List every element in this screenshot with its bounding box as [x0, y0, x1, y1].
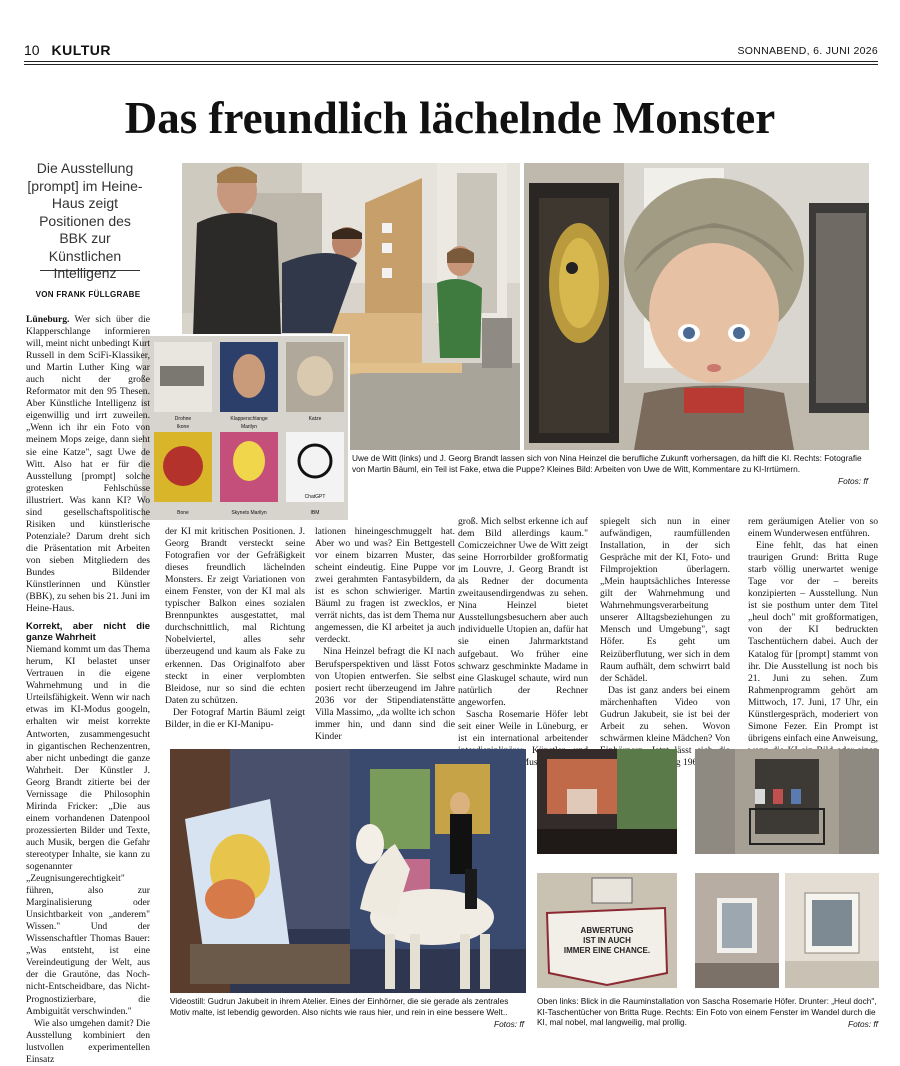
headline: Das freundlich lächelnde Monster	[124, 93, 776, 143]
paragraph: Sascha Rosemarie Höfer lebt seit einer Weile in Lüneburg, er ist ein international arbeitender	[458, 708, 588, 744]
paragraph: groß. Mich selbst erkenne ich auf dem Bild allerdings kaum." Comiczeichner Uwe de Witt zeigt seine Horrorbilder großformatig im Louvre, J. Georg Brandt ist als Redner der documenta zweitausendirgendwas zu sehen. Nina Heinzel bietet Ausstellungsbesuchern aber auch individuelle Utopien an, dafür hat sie einen Jahrmarktstand aufgebaut. Wo früher eine schwarz geschminkte Madame in eine Glaskugel schaute, wird nun natürlich der Rechner angeworfen.	[458, 516, 588, 708]
caption-top-credit: Fotos: ff	[838, 476, 868, 486]
byline: VON FRANK FÜLLGRABE	[35, 290, 141, 299]
tissue-line: ABWERTUNG	[580, 926, 634, 935]
paragraph: Niemand kommt um das Thema herum, KI belastet unser Vertrauen in die eigene Wahrnehmung und in die Urteilsfähigkeit. Wenn wir nach etwas im KI-Modus googeln, erhalten wir meist korrekte Antworten, zusammengesucht in gigantischen Rechenzentren, aber nicht unbedingt die ganze Wahrheit. Der Künstler J. Georg Brandt zitierte bei der Vernissage die Philosophin Mirinda Fricker: „Die aus einem vorhandenen Datenpool prozessierten Bilder und Texte, auch Musik, bergen die Gefahr stereotyper Inhalte, sie kann zu sogenannter „Zeugnisungerechtigkeit" führen, also zur Marginalisierung oder Unsichtbarkeit von „anderem" Wissen." Und der Wissenschaftler Thomas Bauer: „Was entsteht, ist eine Vereindeutigung der Welt, aus der die Grautöne, das Noch-nicht-Entscheidbare, das Nicht-Prognostizierbare, die Ambiguität verschwinden."	[26, 644, 150, 1017]
paragraph: rem geräumigen Atelier von so einem Wunderwesen entführen.	[748, 516, 878, 540]
issue-date: SONNABEND, 6. JUNI 2026	[737, 45, 878, 57]
kicker-rule	[40, 270, 140, 271]
caption-bottom-left-text: Videostill: Gudrun Jakubeit in ihrem Atelier. Eines der Einhörner, die sie gerade als zentrales Motiv malte, ist lebendig geworden. Also nichts wie raus hier, und rein in eine bessere Welt..	[170, 996, 509, 1017]
photo-unicorn-atelier	[170, 749, 526, 993]
photo-inset-artworks	[140, 334, 350, 522]
photo-doll	[524, 163, 869, 450]
caption-top-text: Uwe de Witt (links) und J. Georg Brandt lassen sich von Nina Heinzel die berufliche Zukunft vorhersagen, da hilft die KI. Rechts: Fotografie von Martin Bäuml, ein Teil ist Fake, etwa die Puppe? Kleines Bild: Arbeiten von Uwe de Witt, Kommentare zu KI-Irrtümern.	[352, 453, 862, 474]
kicker: Die Ausstellung [prompt] im Heine-Haus zeigt Positionen des BBK zur Künstlichen Intelligenz	[27, 160, 143, 281]
inset-label-klapperschlange: Klapperschlange	[230, 416, 268, 422]
paragraph: Das ist ganz anders bei einem märchenhaften Video von Gudrun Jakubeit, sie ist bei der Arbeit zu sehen. Wovon schwärmen kleine Mädchen? Von lässt 1966)	[600, 684, 730, 768]
photo-window-noble	[785, 873, 879, 988]
paragraph: Eine fehlt, das hat einen traurigen Grund: Britta Ruge starb völlig unerwartet wenige Tage vor der – bereits konzipierten – Ausstellung. Nun ist sie posthum unter dem Titel „heul doch" mit großformatigen, von der KI bedruckten Taschentüchern dabei. Auch der Katalog für [prompt] stammt von ihr. Die Ausstellung ist noch bis 21. Juni zu sehen. Zum Rahmenprogramm gehört am Mittwoch, 17. Juni, 17 Uhr, ein Künstlergespräch, moderiert von Simone Fezer. Ein Prompt ist übrigens einfach eine Anweisung,	[748, 540, 879, 744]
paragraph: der KI mit kritischen Positionen. J. Georg Brandt versteckt seine Fotografien vor der Gefräßigkeit dieses freundlich lächelnden Monsters. Er zeigt Variationen von einem Fenster, von der KI mal als typischer Balkon eines sozialen Brennpunktes ausgestattet, mal durchschnittlich, mal Richtung Nobelviertel, alles sehr überzeugend und kaum als Fake zu erkennen. Das Originalfoto aber steckt in einer verplombten Bleidose, nur so sind die echten Daten zu schützen.	[165, 526, 305, 706]
inset-label-chatgpt: ChatGPT	[304, 494, 326, 500]
tissue-line: IMMER EINE CHANCE.	[563, 946, 651, 955]
article-column-6	[748, 516, 878, 769]
caption-top	[352, 453, 868, 474]
page-number: 10	[24, 42, 40, 58]
paragraph: Nina Heinzel befragt die KI nach Berufsperspektiven und lässt Fotos von Utopien entwerfen. Sie selbst posiert recht überzeugend im Jahre 2036 vor der Stipendiatenstätte Villa Massimo, „da wollte ich schon immer hin, und dann sind die Kinder	[315, 646, 455, 742]
section-name: KULTUR	[51, 42, 111, 58]
header-rule-2	[24, 64, 878, 65]
caption-bottom-left-credit: Fotos: ff	[494, 1019, 524, 1029]
inset-label-skynets-marilyn: Skynets Marilyn	[231, 510, 267, 516]
subhead: Korrekt, aber nicht die ganze Wahrheit	[26, 621, 150, 644]
caption-bottom-left	[170, 996, 526, 1017]
inset-label-katze: Katze	[308, 416, 322, 422]
paragraph: lationen hineingeschmuggelt hat. Aber wo und was? Ein Bettgestell vor einem bizarren Muster, das scheint eindeutig. Eine Puppe vor zwei gerahmten Fantasybildern, da ist es schon schwieriger. Martin Bäuml zu fragen ist zwecklos, er verrät nichts, das ist dem Thema nur angemessen, die KI arbeitet ja auch verdeckt.	[315, 526, 455, 646]
inset-label-marilyn: Marilyn	[240, 424, 258, 430]
inset-label-ibm: IBM	[310, 510, 320, 516]
photo-window-plain	[695, 873, 779, 988]
photo-installation	[537, 749, 677, 854]
article-column-2	[165, 526, 305, 731]
caption-bottom-right	[537, 996, 879, 1028]
page-header-left	[24, 42, 111, 58]
caption-bottom-right-text: Oben links: Blick in die Rauminstallation von Sascha Rosemarie Höfer. Drunter: „Heul doch", KI-Taschentücher von Britta Ruge. Rechts: Ein Foto von einem Fenster im Wandel durch die KI, mal nobel, mal langweilig, mal prollig.	[537, 996, 877, 1027]
article-column-4	[458, 516, 588, 769]
paragraph: Der Fotograf Martin Bäuml zeigt Bilder, in die er KI-Manipu-	[165, 706, 305, 730]
article-column-5	[600, 516, 730, 769]
caption-bottom-right-credit: Fotos: ff	[848, 1019, 878, 1029]
dateline: Lüneburg.	[26, 314, 70, 325]
photo-tissues	[537, 873, 677, 988]
tissue-line: IST IN AUCH	[583, 936, 631, 945]
header-rule	[24, 61, 878, 62]
article-column-1	[26, 314, 150, 1065]
paragraph: spiegelt sich nun in einer aufwändigen, raumfüllenden Installation, in der sich Gespräche mit der KI, Foto- und Filmprojektion überlagern. „Mein hauptsächliches Interesse gilt der Wahrnehmung und Wahrnehmungsverarbeitung unserer Alltagsbeziehungen zu Mensch und Umgebung", sagt Höfer. Es geht um Reizüberflutung, wer sich in dem Raum aufhält, dem schwirrt bald der Schädel.	[600, 516, 730, 684]
inset-label-drohne: Drohne	[174, 416, 192, 422]
paragraph: Wie also umgehen damit? Die Ausstellung kombiniert den lustvollen experimentellen Einsatz	[26, 1017, 150, 1065]
paragraph: Wer sich über die Klapperschlange informieren will, meint nicht unbedingt Kurt Russell in dem SciFi-Klassiker, und Martin Luther King war auch nicht der große Reformator mit den 95 Thesen. Aber Künstliche Intelligenz ist eigenwillig und irrt zuweilen. „Wenn ich ihr ein Foto von meinem Mops zeige, dann sieht sie eine Katze", sagt Uwe de Witt. Also hat er für die Ausstellung [prompt] solche grotesken Fehlschüsse illustriert. Was kann KI? Wo sind gesellschaftspolitische Risiken und künstlerische Potenziale? Darum dreht sich die Präsentation mit Arbeiten von sieben Mitgliedern des Bundes Bildender Künstlerinnen und Künstler (BBK), zu sehen bis 21. Juni im Heine-Haus.	[26, 314, 150, 615]
article-column-3	[315, 526, 455, 743]
photo-window-balcony	[695, 749, 879, 854]
inset-label-ikone: Ikone	[176, 424, 190, 430]
inset-label-bone: Bone	[177, 510, 189, 516]
